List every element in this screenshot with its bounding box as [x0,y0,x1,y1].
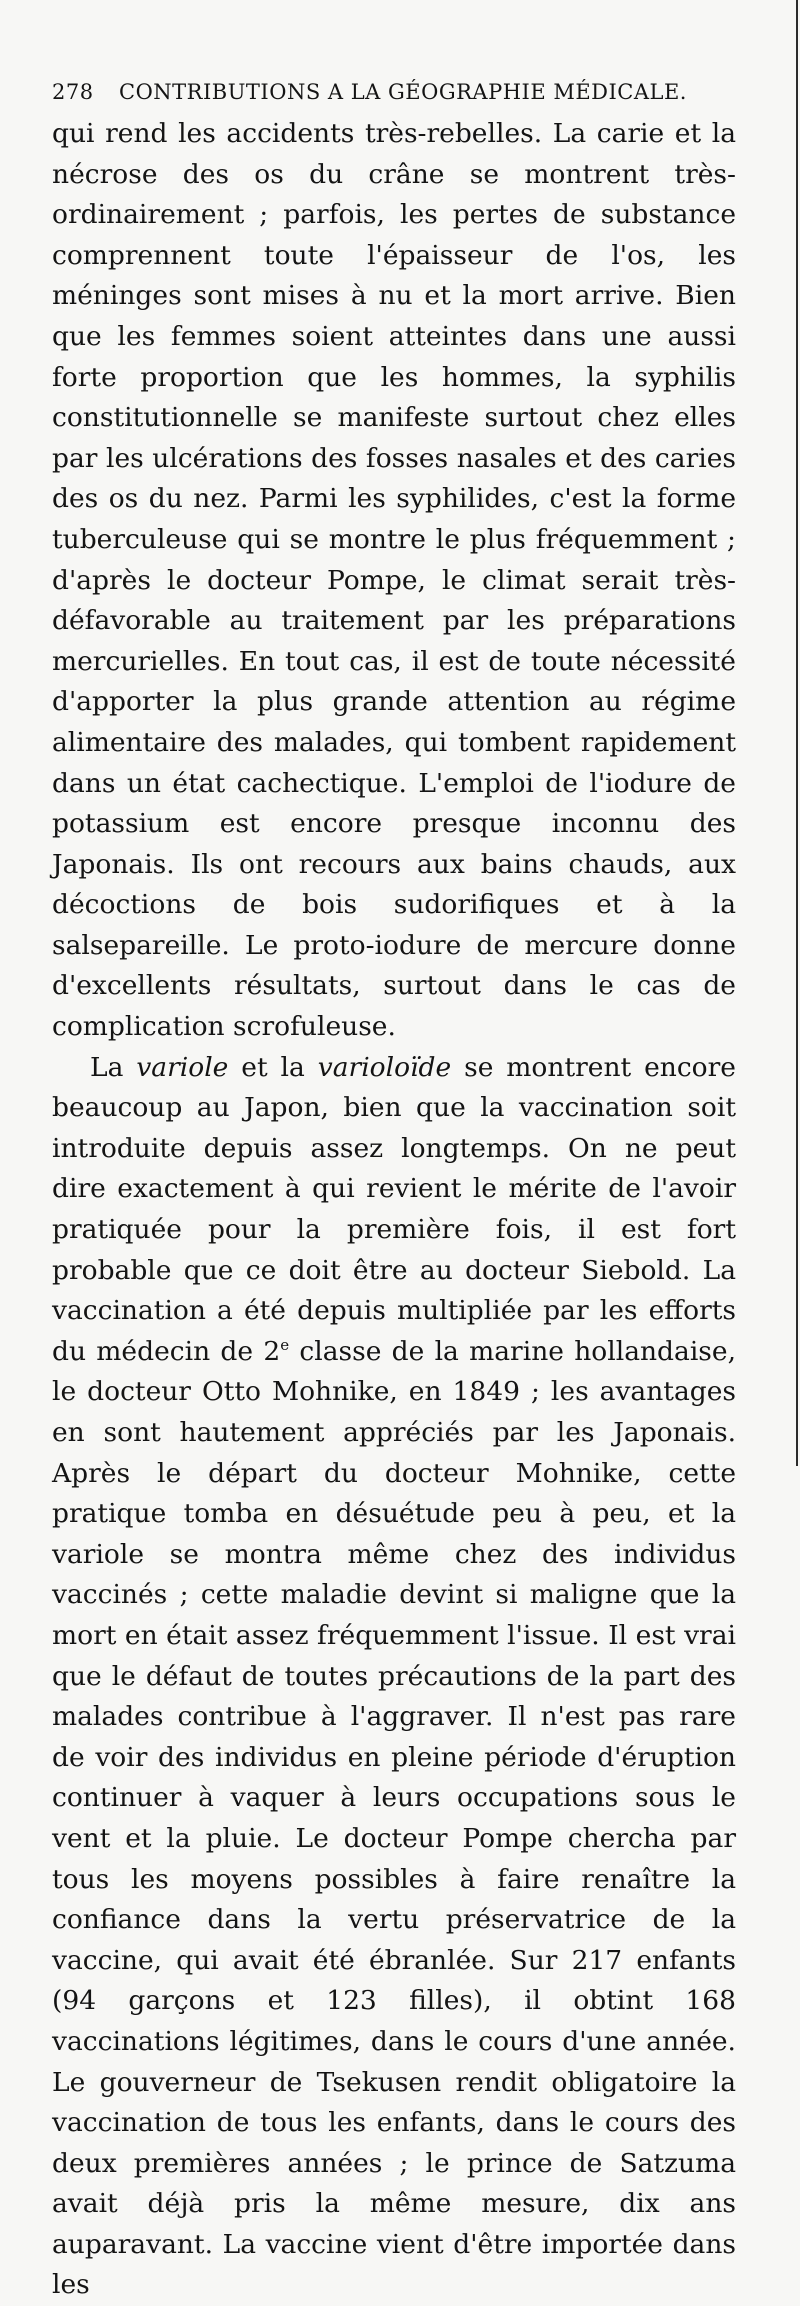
term-variole: variole [136,1051,229,1083]
paragraph-lead: La [90,1051,137,1083]
paragraph-mid: et la [228,1051,318,1083]
paragraph-text-part2: classe de la marine hollandaise, le docteur Otto Mohnike, en 1849 ; les avantages en sont hautement appréciés par les Japonais. Après le départ du docteur Mohnike, cette pratique tomba en désuétude peu à peu, et la variole se montra même chez des individus vaccinés ; cette maladie devint si maligne que la mort en était assez fréquemment l'issue. Il est vrai que le défaut de toutes précautions de la part des malades contribue à l'aggraver. Il n'est pas rare de voir des individus en pleine période d'éruption continuer à vaquer à leurs occupations sous le vent et la pluie. Le docteur Pompe chercha par tous les moyens possibles à faire renaître la confiance dans la vertu préservatrice de la vaccine, qui avait été ébranlée. Sur 217 enfants (94 garçons et 123 filles), il obtint 168 vaccinations légitimes, dans le cours d'une année. Le gouverneur de Tsekusen rendit obligatoire la vaccination de tous les enfants, dans le cours des deux premières années ; le prince de Satzuma avait déjà pris la même mesure, dix ans auparavant. La vaccine vient d'être importée dans les [52,1335,737,2301]
paragraph-text: qui rend les accidents très-rebelles. La carie et la nécrose des os du crâne se montrent très-ordinairement ; parfois, les pertes de substance comprennent toute l'épaisseur de l'os, les méninges sont mises à nu et la mort arrive. Bien que les femmes soient atteintes dans une aussi forte proportion que les hommes, la syphilis constitutionnelle se manifeste surtout chez elles par les ulcérations des fosses nasales et des caries des os du nez. Parmi les syphilides, c'est la forme tuberculeuse qui se montre le plus fréquemment ; d'après le docteur Pompe, le climat serait très-défavorable au traitement par les préparations mercurielles. En tout cas, il est de toute nécessité d'apporter la plus grande attention au régime alimentaire des malades, qui tombent rapidement dans un état cachectique. L'emploi de l'iodure de potassium est encore presque inconnu des Japonais. Ils ont recours aux bains chauds, aux décoctions de bois sudorifiques et à la salsepareille. Le proto-iodure de mercure donne d'excellents résultats, surtout dans le cas de complication scrofuleuse. [52,118,736,1043]
ordinal-superscript: e [280,1335,290,1354]
page-edge-line [796,0,798,1466]
paragraph-text-part1: se montrent encore beaucoup au Japon, bien que la vaccination soit introduite depuis assez longtemps. On ne peut dire exactement à qui revient le mérite de l'avoir pratiquée pour la première fois, il est fort probable que ce doit être au docteur Siebold. La vaccination a été depuis multipliée par les efforts du médecin de 2 [52,1051,736,1367]
page-number: 278 [52,80,94,104]
paragraph-continuation [52,114,736,1048]
paragraph-variole [52,1048,736,2306]
body-text [52,114,736,2306]
running-title: CONTRIBUTIONS A LA GÉOGRAPHIE MÉDICALE. [119,80,687,104]
term-varioloide: varioloïde [317,1051,452,1083]
running-header [52,80,736,104]
